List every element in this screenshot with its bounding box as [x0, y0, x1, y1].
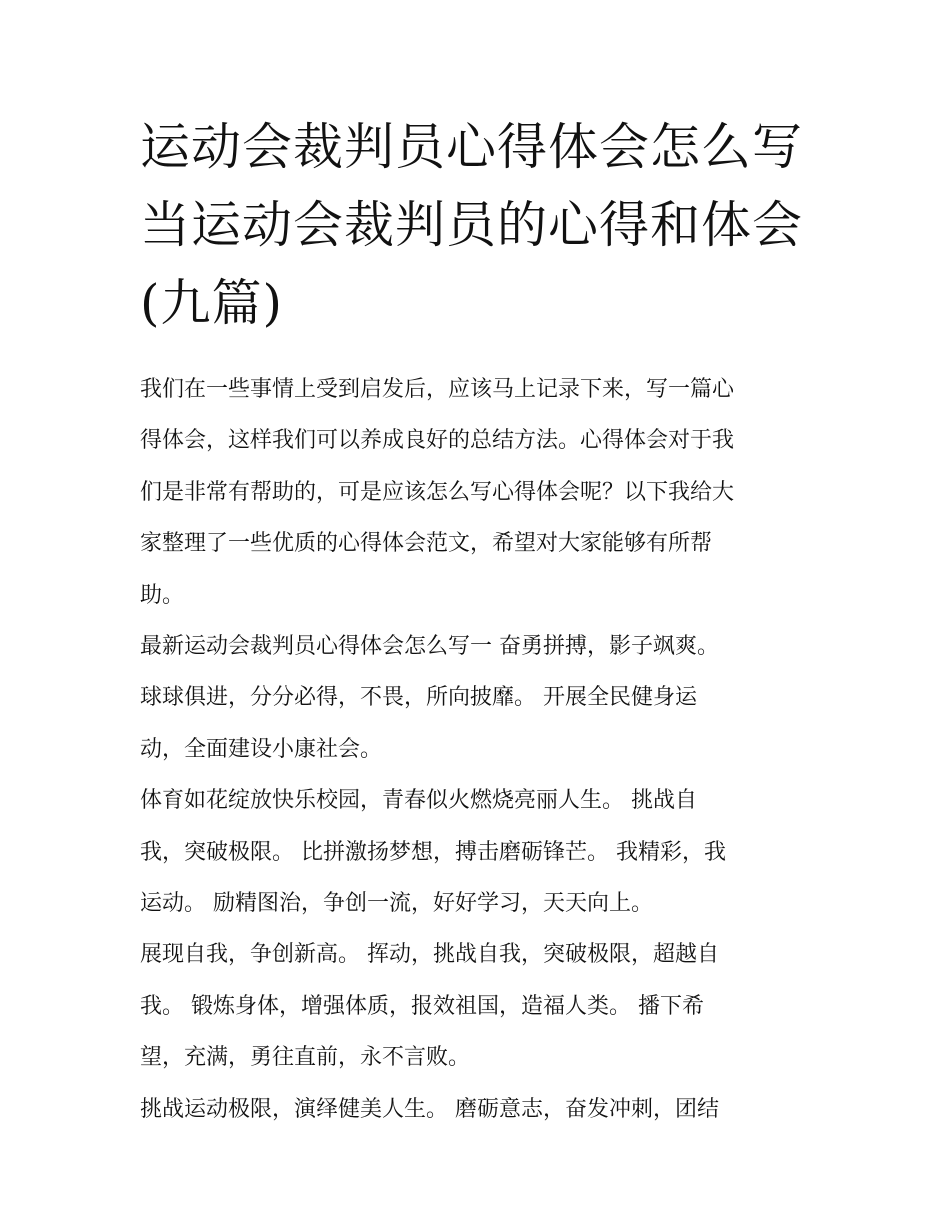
text-line: 运动。 励精图治，争创一流，好好学习，天天向上。 — [140, 891, 653, 917]
title-line: 运动会裁判员心得体会怎么写 — [140, 118, 803, 176]
text-line: 我。 锻炼身体，增强体质，报效祖国，造福人类。 播下希 — [140, 993, 704, 1019]
text-line: 动，全面建设小康社会。 — [140, 736, 383, 762]
title-line: 当运动会裁判员的心得和体会 — [140, 196, 803, 254]
intro-paragraph — [140, 364, 820, 621]
document-title — [140, 108, 820, 342]
text-line: 望，充满，勇往直前，永不言败。 — [140, 1045, 471, 1071]
text-line: 最新运动会裁判员心得体会怎么写一 奋勇拼搏，影子飒爽。 — [140, 634, 719, 660]
text-line: 展现自我，争创新高。 挥动，挑战自我，突破极限，超越自 — [140, 942, 719, 968]
text-line: 家整理了一些优质的心得体会范文，希望对大家能够有所帮 — [140, 531, 713, 557]
text-line: 我，突破极限。 比拼激扬梦想，搏击磨砺锋芒。 我精彩，我 — [140, 839, 726, 865]
title-line: (九篇) — [140, 274, 284, 332]
document-page — [140, 108, 820, 1135]
text-line: 我们在一些事情上受到启发后，应该马上记录下来，写一篇心 — [140, 377, 735, 402]
paragraph — [140, 1084, 820, 1135]
text-line: 们是非常有帮助的，可是应该怎么写心得体会呢？以下我给大 — [140, 479, 735, 505]
text-line: 球球俱进，分分必得，不畏，所向披靡。 开展全民健身运 — [140, 685, 697, 711]
text-line: 得体会，这样我们可以养成良好的总结方法。心得体会对于我 — [140, 428, 735, 454]
paragraph — [140, 929, 820, 1083]
paragraph — [140, 621, 820, 775]
text-line: 助。 — [140, 582, 185, 608]
text-line: 体育如花绽放快乐校园，青春似火燃烧亮丽人生。 挑战自 — [140, 788, 697, 814]
text-line: 挑战运动极限，演绎健美人生。 磨砺意志，奋发冲刺，团结 — [140, 1096, 719, 1122]
paragraph — [140, 775, 820, 929]
document-body — [140, 364, 820, 1135]
